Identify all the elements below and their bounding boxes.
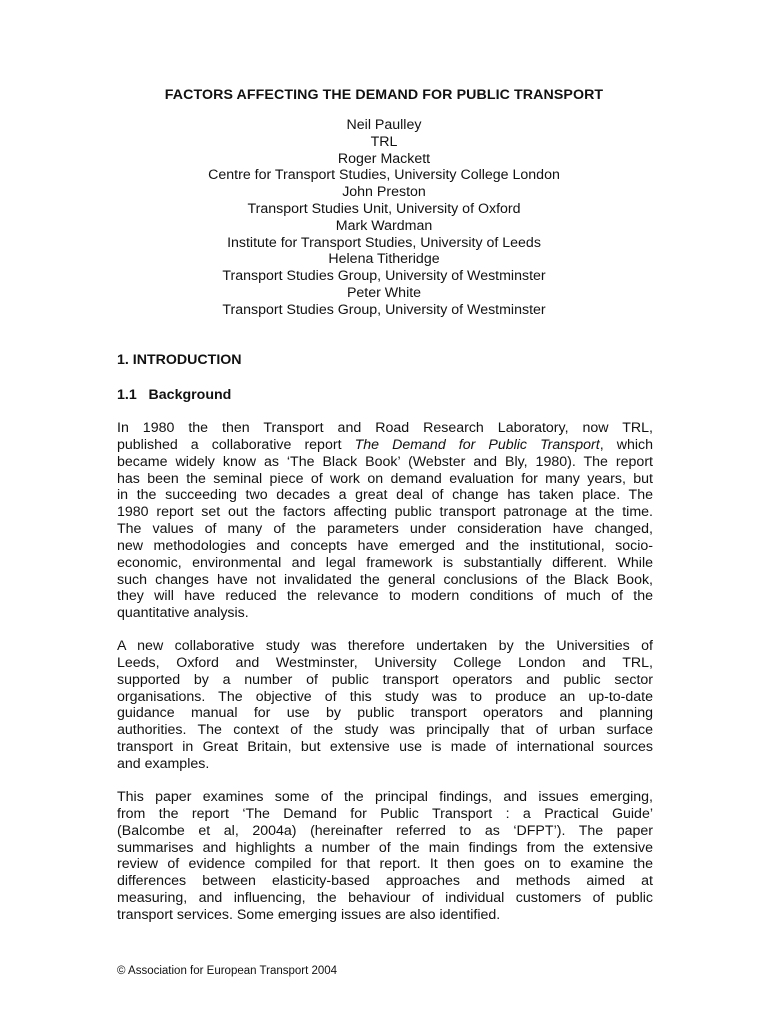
text-line: supported by a number of public transport operators and public sector	[117, 671, 653, 688]
author-name: Mark Wardman	[335, 217, 433, 234]
text-line: has been the seminal piece of work on demand evaluation for many years, but	[117, 470, 653, 487]
report-title-italic: The Demand for Public Transport	[354, 436, 600, 453]
text-line: authorities. The context of the study was principally that of urban surface	[117, 722, 653, 739]
text-line	[117, 437, 653, 454]
text-line: differences between elasticity-based approaches and methods aimed at	[117, 873, 653, 890]
text-line: 1980 report set out the factors affecting public transport patronage at the time.	[117, 504, 653, 521]
paragraph-background-1	[117, 420, 653, 622]
text-line: from the report ‘The Demand for Public Transport : a Practical Guide’	[117, 805, 653, 822]
text-fragment: published a collaborative report	[117, 436, 355, 453]
text-line: summarises and highlights a number of the main findings from the extensive	[117, 839, 653, 856]
text-line: The values of many of the parameters under consideration have changed,	[117, 521, 653, 538]
text-line: such changes have not invalidated the general conclusions of the Black Book,	[117, 571, 653, 588]
paper-title: FACTORS AFFECTING THE DEMAND FOR PUBLIC TRANSPORT	[164, 87, 604, 103]
text-line: new methodologies and concepts have emerged and the institutional, socio-	[117, 537, 653, 554]
text-line: measuring, and influencing, the behaviour of individual customers of public	[117, 890, 653, 907]
text-line: became widely know as ‘The Black Book’ (Webster and Bly, 1980). The report	[117, 453, 653, 470]
author-affiliation: Transport Studies Group, University of Westminster	[222, 268, 546, 285]
text-line: Leeds, Oxford and Westminster, University College London and TRL,	[117, 654, 653, 671]
text-line: In 1980 the then Transport and Road Research Laboratory, now TRL,	[117, 420, 653, 436]
text-fragment: , which	[599, 436, 653, 453]
text-line: organisations. The objective of this study was to produce an up-to-date	[117, 688, 653, 705]
author-name: Peter White	[346, 284, 422, 301]
text-line: A new collaborative study was therefore undertaken by the Universities of	[117, 638, 653, 654]
paragraph-background-3	[117, 789, 653, 924]
text-line: and examples.	[117, 755, 210, 772]
text-line: review of evidence compiled for that report. It then goes on to examine the	[117, 856, 653, 873]
author-name: Roger Mackett	[337, 150, 431, 167]
text-line: quantitative analysis.	[117, 605, 249, 622]
author-name: Neil Paulley	[346, 117, 422, 133]
copyright-footer: © Association for European Transport 2004	[117, 965, 338, 977]
text-line: transport in Great Britain, but extensive use is made of international sources	[117, 739, 653, 756]
author-name: Helena Titheridge	[328, 251, 440, 268]
author-affiliation: Institute for Transport Studies, University of Leeds	[227, 234, 541, 251]
text-line: economic, environmental and legal framework is substantially different. While	[117, 554, 653, 571]
author-affiliation: Centre for Transport Studies, University College London	[208, 167, 560, 184]
text-line: transport services. Some emerging issues are also identified.	[117, 906, 501, 923]
author-name: John Preston	[342, 184, 426, 201]
text-line: they will have reduced the relevance to modern conditions of much of the	[117, 588, 653, 605]
text-line: (Balcombe et al, 2004a) (hereinafter referred to as ‘DFPT’). The paper	[117, 822, 653, 839]
author-affiliation: TRL	[370, 133, 398, 150]
paragraph-background-2	[117, 638, 653, 773]
text-line: in the succeeding two decades a great deal of change has taken place. The	[117, 487, 653, 504]
author-affiliation: Transport Studies Unit, University of Oxford	[247, 200, 521, 217]
subsection-heading: 1.1 Background	[117, 387, 232, 403]
author-affiliation: Transport Studies Group, University of Westminster	[222, 301, 546, 318]
text-line: This paper examines some of the principal findings, and issues emerging,	[117, 789, 653, 805]
author-list	[0, 117, 768, 319]
text-line: guidance manual for use by public transport operators and planning	[117, 705, 653, 722]
section-heading: 1. INTRODUCTION	[117, 352, 242, 368]
